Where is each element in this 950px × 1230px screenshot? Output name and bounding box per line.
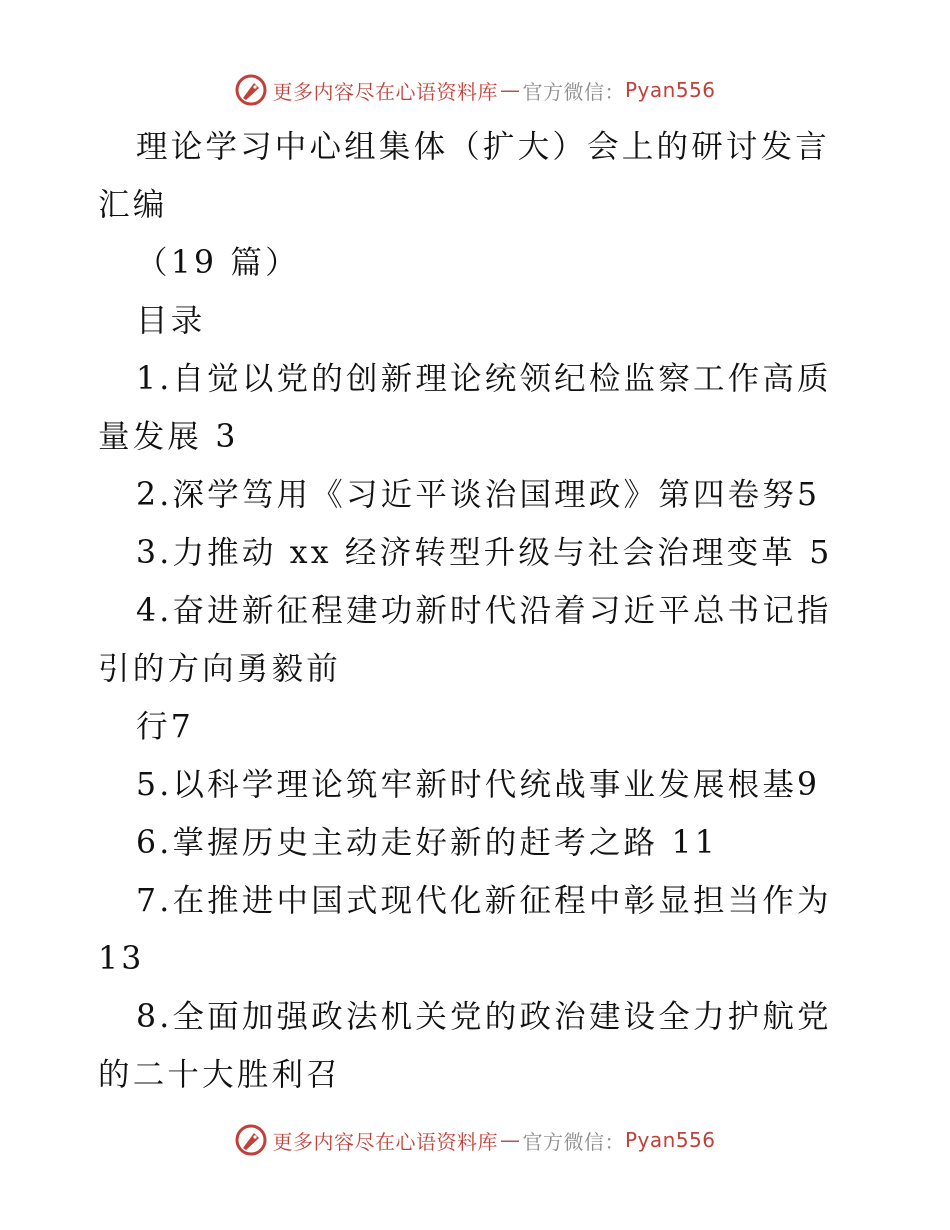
document-count: （19 篇） [136,245,300,281]
footer-wechat-label: 官方微信： [522,1129,625,1154]
toc-item: 行7 [136,709,194,745]
pen-nib-logo-icon [234,73,268,107]
toc-item: 3.力推动 xx 经济转型升级与社会治理变革 5 [136,535,833,571]
toc-item: 7.在推进中国式现代化新征程中彰显担当作为 13 [98,883,832,977]
header-dash: — [499,78,521,102]
footer-dash: — [499,1128,521,1152]
document-body [98,118,858,1104]
footer-watermark [0,1120,950,1160]
toc-item: 6.掌握历史主动走好新的赶考之路 11 [136,825,718,861]
toc-heading: 目录 [136,303,206,339]
toc-item: 1.自觉以党的创新理论统领纪检监察工作高质量发展 3 [98,361,832,455]
header-wechat-id: Pyan556 [624,78,716,102]
document-title: 理论学习中心组集体（扩大）会上的研讨发言汇编 [98,129,831,223]
header-watermark [0,70,950,110]
toc-item: 4.奋进新征程建功新时代沿着习近平总书记指引的方向勇毅前 [98,593,832,687]
footer-promo-text: 更多内容尽在心语资料库 [272,1129,498,1154]
header-wechat-label: 官方微信： [522,79,625,104]
toc-item: 2.深学笃用《习近平谈治国理政》第四卷努5 [136,477,821,513]
toc-item: 5.以科学理论筑牢新时代统战事业发展根基9 [136,767,821,803]
footer-wechat-id: Pyan556 [624,1128,716,1152]
pen-nib-logo-icon [234,1123,268,1157]
header-promo-text: 更多内容尽在心语资料库 [272,79,498,104]
toc-item: 8.全面加强政法机关党的政治建设全力护航党的二十大胜利召 [98,999,832,1093]
